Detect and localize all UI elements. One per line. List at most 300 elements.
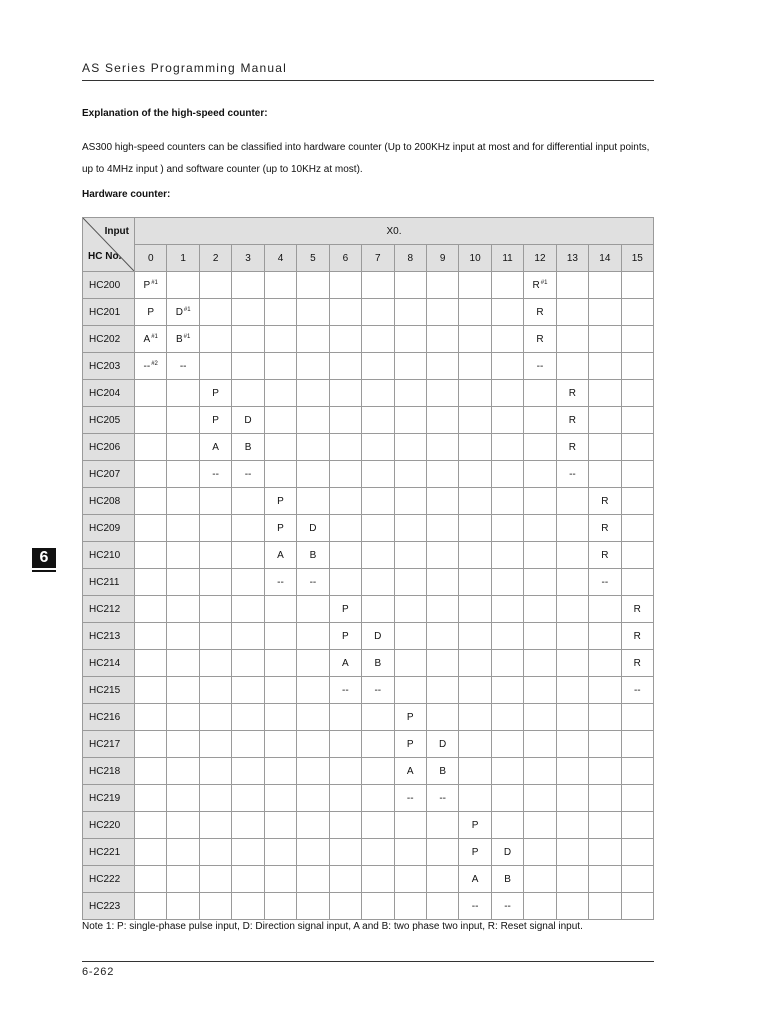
table-cell [426,704,458,731]
cell-value: -- [471,900,479,912]
table-cell [232,677,264,704]
table-cell [491,785,523,812]
table-cell [199,758,231,785]
table-cell [264,893,296,920]
table-cell [556,812,588,839]
table-cell [297,731,329,758]
table-cell [589,272,621,299]
table-cell [297,272,329,299]
table-cell [524,461,556,488]
column-header: 10 [459,245,491,272]
table-cell [556,785,588,812]
row-label: HC215 [83,677,135,704]
table-cell [264,353,296,380]
table-cell [135,812,167,839]
table-cell [232,839,264,866]
table-cell [524,272,556,299]
row-label: HC204 [83,380,135,407]
table-cell [426,515,458,542]
table-cell [524,407,556,434]
table-cell [621,785,653,812]
table-cell [135,299,167,326]
table-cell [135,785,167,812]
table-cell [232,866,264,893]
table-cell [199,434,231,461]
table-cell [524,704,556,731]
table-cell [297,299,329,326]
column-header: 6 [329,245,361,272]
table-cell [459,596,491,623]
cell-value: B [374,657,382,669]
cell-value: D [175,306,183,318]
cell-value: A [342,657,349,669]
table-cell [329,839,361,866]
table-cell [621,353,653,380]
cell-value: -- [244,468,252,480]
table-cell [394,623,426,650]
table-cell [135,839,167,866]
table-cell [426,542,458,569]
table-cell [362,596,394,623]
table-cell [362,677,394,704]
table-cell [362,704,394,731]
page-number: 6-262 [82,966,115,978]
table-cell [491,731,523,758]
table-row [83,569,654,596]
table-cell [524,785,556,812]
table-cell [459,488,491,515]
table-cell [556,542,588,569]
table-cell [264,488,296,515]
table-cell [524,434,556,461]
table-cell [491,326,523,353]
table-cell [232,461,264,488]
table-cell [135,353,167,380]
table-cell [297,542,329,569]
table-cell [556,407,588,434]
table-row [83,785,654,812]
table-cell [426,380,458,407]
table-cell [199,623,231,650]
table-cell [167,299,199,326]
cell-value: P [147,306,155,318]
table-cell [329,353,361,380]
table-cell [621,461,653,488]
table-cell [362,542,394,569]
cell-value: D [309,522,317,534]
table-cell [589,596,621,623]
table-cell [621,866,653,893]
cell-value: D [244,414,252,426]
cell-value: -- [536,360,544,372]
table-cell [394,326,426,353]
table-row [83,731,654,758]
row-label: HC211 [83,569,135,596]
table-cell [362,758,394,785]
table-cell [297,596,329,623]
table-cell [426,272,458,299]
table-cell [297,380,329,407]
table-cell [556,866,588,893]
table-cell [556,677,588,704]
table-cell [556,758,588,785]
table-cell [459,542,491,569]
table-cell [362,623,394,650]
table-cell [459,272,491,299]
table-cell [556,272,588,299]
table-cell [135,326,167,353]
cell-value: B [309,549,317,561]
table-cell [426,353,458,380]
cell-value: -- [143,360,151,372]
column-header: 14 [589,245,621,272]
table-cell [167,623,199,650]
table-cell [426,461,458,488]
table-cell [264,272,296,299]
cell-footnote-mark: #1 [540,279,548,286]
table-cell [329,515,361,542]
table-cell [621,596,653,623]
table-cell [589,758,621,785]
row-label: HC200 [83,272,135,299]
cell-footnote-mark: #1 [183,333,191,340]
table-cell [426,812,458,839]
table-cell [167,380,199,407]
table-cell [135,272,167,299]
row-label: HC217 [83,731,135,758]
table-cell [232,650,264,677]
table-cell [232,893,264,920]
table-cell [621,758,653,785]
row-label: HC221 [83,839,135,866]
table-row [83,596,654,623]
table-cell [524,893,556,920]
table-cell [329,785,361,812]
corner-cell [83,218,135,272]
table-cell [199,272,231,299]
table-cell [589,434,621,461]
table-cell [524,731,556,758]
cell-value: D [439,738,447,750]
cell-value: R [601,495,609,507]
table-cell [135,731,167,758]
table-cell [524,380,556,407]
cell-value: A [406,765,414,777]
table-body [83,272,654,920]
table-cell [167,407,199,434]
table-cell [621,272,653,299]
table-cell [556,596,588,623]
table-cell [459,299,491,326]
table-cell [199,299,231,326]
table-cell [297,677,329,704]
column-header: 15 [621,245,653,272]
table-cell [621,488,653,515]
table-cell [589,569,621,596]
table-cell [167,812,199,839]
table-cell [459,839,491,866]
table-cell [135,434,167,461]
row-label: HC216 [83,704,135,731]
cell-footnote-mark: #1 [151,279,158,286]
table-cell [297,488,329,515]
row-label: HC203 [83,353,135,380]
table-row [83,488,654,515]
table-cell [621,893,653,920]
table-cell [135,596,167,623]
table-cell [167,893,199,920]
table-cell [362,731,394,758]
table-cell [362,461,394,488]
cell-value: -- [179,360,187,372]
table-cell [426,731,458,758]
table-cell [329,488,361,515]
table-cell [491,677,523,704]
table-row [83,650,654,677]
table-cell [199,380,231,407]
cell-value: R [633,603,641,615]
cell-value: P [342,603,349,615]
table-cell [232,353,264,380]
table-cell [167,353,199,380]
table-cell [232,785,264,812]
table-cell [524,839,556,866]
column-header: 3 [232,245,264,272]
table-cell [362,893,394,920]
column-header: 12 [524,245,556,272]
table-cell [589,812,621,839]
cell-value: P [406,738,414,750]
table-cell [589,488,621,515]
cell-value: B [244,441,252,453]
table-row [83,407,654,434]
table-cell [329,677,361,704]
table-cell [264,380,296,407]
table-cell [362,650,394,677]
cell-value: A [212,441,219,453]
table-cell [589,704,621,731]
table-cell [264,866,296,893]
table-cell [329,326,361,353]
subsection-heading: Hardware counter: [82,189,171,200]
table-cell [394,677,426,704]
table-cell [167,785,199,812]
table-cell [135,704,167,731]
table-cell [524,812,556,839]
table-cell [524,542,556,569]
table-cell [556,488,588,515]
table-cell [362,272,394,299]
table-row [83,893,654,920]
table-cell [167,569,199,596]
column-header: 5 [297,245,329,272]
table-cell [394,434,426,461]
table-cell [232,380,264,407]
table-cell [459,353,491,380]
table-cell [232,731,264,758]
table-cell [297,839,329,866]
table-row [83,434,654,461]
table-cell [264,569,296,596]
cell-value: -- [569,468,576,480]
table-cell [459,812,491,839]
cell-value: -- [342,684,349,696]
row-label: HC210 [83,542,135,569]
row-label: HC213 [83,623,135,650]
table-cell [556,731,588,758]
table-cell [135,569,167,596]
table-cell [621,677,653,704]
table-cell [362,353,394,380]
row-label: HC205 [83,407,135,434]
table-cell [426,866,458,893]
cell-value: R [633,657,641,669]
table-cell [394,515,426,542]
table-cell [491,299,523,326]
table-cell [135,893,167,920]
cell-value: P [342,630,349,642]
table-cell [426,677,458,704]
table-cell [329,461,361,488]
table-cell [167,839,199,866]
table-cell [621,515,653,542]
table-cell [297,812,329,839]
table-cell [362,488,394,515]
table-cell [621,704,653,731]
cell-value: R [601,549,609,561]
cell-value: -- [374,684,382,696]
table-cell [199,461,231,488]
table-cell [459,569,491,596]
table-cell [297,704,329,731]
table-cell [264,839,296,866]
table-cell [167,866,199,893]
table-cell [491,380,523,407]
table-cell [297,758,329,785]
table-cell [199,704,231,731]
table-cell [232,488,264,515]
header-divider [82,80,654,81]
table-cell [394,488,426,515]
table-cell [232,704,264,731]
table-row [83,623,654,650]
table-cell [621,542,653,569]
column-header: 11 [491,245,523,272]
table-cell [264,542,296,569]
table-cell [621,650,653,677]
table-cell [556,704,588,731]
table-cell [426,758,458,785]
cell-value: R [568,414,577,426]
table-cell [394,407,426,434]
table-cell [199,326,231,353]
table-cell [459,326,491,353]
row-label: HC218 [83,758,135,785]
table-row [83,515,654,542]
table-cell [362,812,394,839]
section-heading: Explanation of the high-speed counter: [82,108,268,119]
table-cell [394,785,426,812]
row-label: HC201 [83,299,135,326]
table-cell [621,299,653,326]
table-cell [329,758,361,785]
table-cell [556,839,588,866]
table-cell [621,407,653,434]
table-cell [426,407,458,434]
table-row [83,353,654,380]
table-cell [199,839,231,866]
chapter-tab: 6 [32,548,56,570]
cell-value: P [212,414,219,426]
table-cell [589,866,621,893]
row-label: HC220 [83,812,135,839]
table-row [83,758,654,785]
table-cell [394,353,426,380]
table-cell [394,758,426,785]
table-cell [264,785,296,812]
table-cell [135,650,167,677]
table-cell [297,434,329,461]
table-cell [362,434,394,461]
table-cell [199,488,231,515]
table-cell [264,407,296,434]
table-cell [329,299,361,326]
cell-value: B [504,873,511,885]
table-cell [167,542,199,569]
table-cell [459,704,491,731]
table-cell [199,650,231,677]
table-cell [135,677,167,704]
cell-value: P [212,387,219,399]
table-cell [459,407,491,434]
cell-value: B [175,333,183,345]
table-cell [491,542,523,569]
table-cell [589,623,621,650]
table-cell [556,434,588,461]
table-cell [329,407,361,434]
table-cell [459,731,491,758]
table-cell [524,569,556,596]
table-cell [556,380,588,407]
cell-value: P [406,711,414,723]
cell-value: R [568,387,577,399]
table-row [83,461,654,488]
row-label: HC212 [83,596,135,623]
cell-value: D [374,630,382,642]
column-header: 9 [426,245,458,272]
table-cell [199,785,231,812]
table-row [83,542,654,569]
hardware-counter-table [82,217,654,920]
table-row [83,812,654,839]
table-cell [329,866,361,893]
table-cell [426,839,458,866]
table-cell [491,758,523,785]
table-cell [459,515,491,542]
table-cell [329,569,361,596]
table-cell [621,731,653,758]
table-row [83,866,654,893]
cell-value: -- [406,792,414,804]
table-cell [264,299,296,326]
row-label: HC209 [83,515,135,542]
cell-value: B [439,765,446,777]
table-cell [329,893,361,920]
table-cell [167,704,199,731]
table-cell [459,866,491,893]
table-cell [524,650,556,677]
table-row [83,677,654,704]
